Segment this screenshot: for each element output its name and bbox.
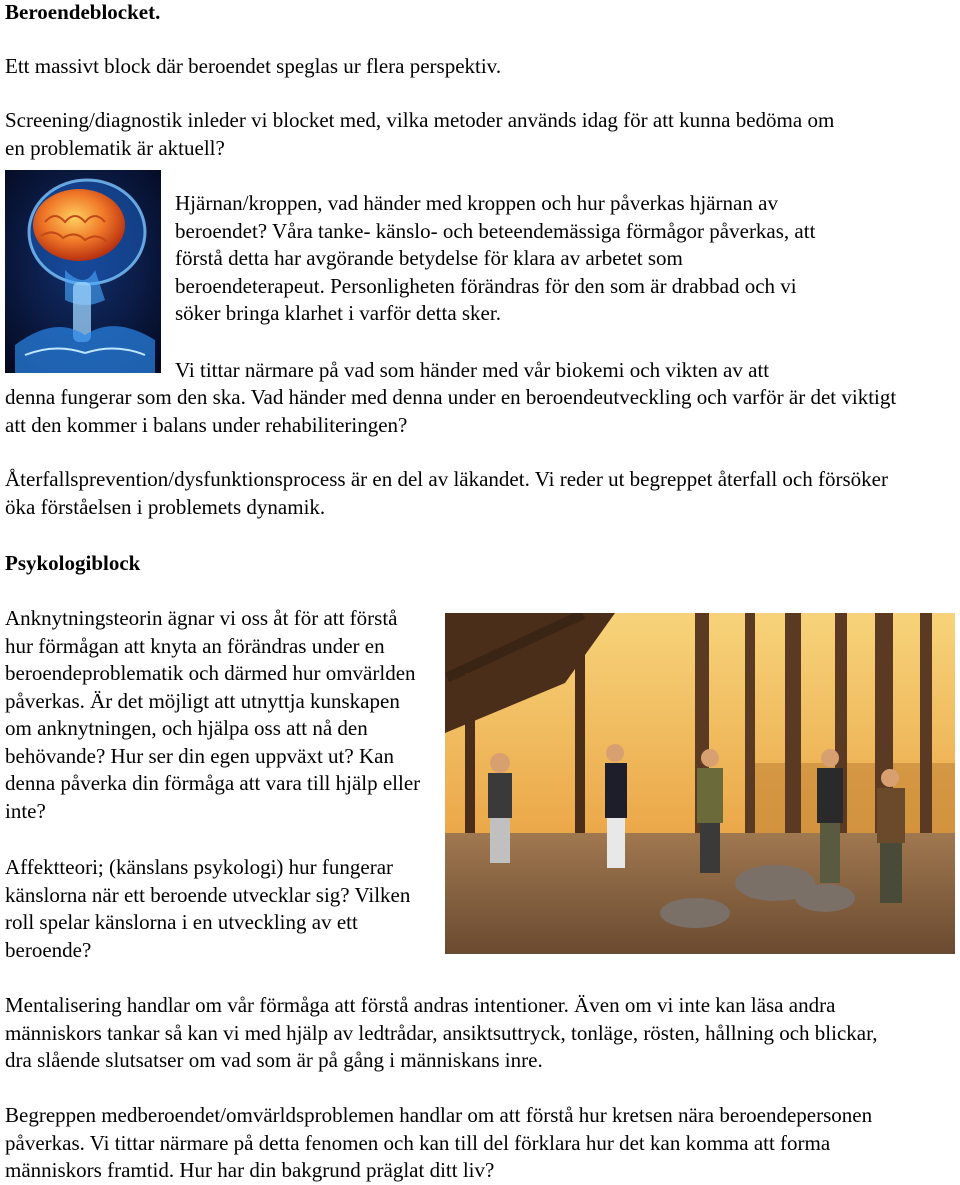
brain-line: Hjärnan/kroppen, vad händer med kroppen och hur påverkas hjärnan av [175,191,778,215]
section-heading-psykologi: Psykologiblock [5,551,141,575]
forest-group-image [445,613,955,954]
mentalizing-paragraph: Mentalisering handlar om vår förmåga att förstå andras intentioner. Även om vi inte kan läsa andra människors tankar så kan vi med hjälp av ledtrådar, ansiktsuttryck, tonläge, rösten, hållning och blickar, dra slående slutsatser om vad som är på gång i människans inre. [5,993,878,1072]
section-heading-beroende: Beroendeblocket. [5,0,161,24]
attachment-paragraph: Anknytningsteorin ägnar vi oss åt för att förstå hur förmågan att knyta an förändras under en beroendeproblematik och därmed hur omvärlden påverkas. Är det möjligt att utnyttja kunskapen om anknytningen, och hjälpa oss att nå den behövande? Hur ser din egen uppväxt ut? Kan denna påverka din förmåga att vara till hjälp eller inte? [5,606,421,823]
brain-line: beroendet? Våra tanke- känslo- och beteendemässiga förmågor påverkas, att [175,218,816,243]
relapse-paragraph: Återfallsprevention/dysfunktionsprocess är en del av läkandet. Vi reder ut begreppet återfall och försöker öka förståelsen i problemets dynamik. [5,467,888,519]
screening-paragraph: Screening/diagnostik inleder vi blocket med, vilka metoder används idag för att kunna bedöma om en problematik är aktuell? [5,108,835,160]
affect-paragraph: Affektteori; (känslans psykologi) hur fungerar känslorna när ett beroende utvecklar sig? Vilken roll spelar känslorna i en utveckling av ett beroende? [5,855,411,962]
brain-paragraph [175,190,935,328]
brain-xray-image [5,170,161,373]
codependency-paragraph: Begreppen medberoendet/omvärldsproblemen handlar om att förstå hur kretsen nära beroendepersonen påverkas. Vi tittar närmare på detta fenomen och kan till del förklara hur det kan komma att forma människors framtid. Hur har din bakgrund präglat ditt liv? [5,1103,873,1182]
intro-paragraph: Ett massivt block där beroendet speglas ur flera perspektiv. [5,54,502,78]
biochem-paragraph: denna fungerar som den ska. Vad händer med denna under en beroendeutveckling och varför är det viktigt att den kommer i balans under rehabiliteringen? [5,385,897,437]
brain-line: beroendeterapeut. Personligheten förändras för den som är drabbad och vi [175,273,797,298]
brain-line: förstå detta har avgörande betydelse för klara av arbetet som [175,246,683,270]
biochem-first-line: Vi tittar närmare på vad som händer med vår biokemi och vikten av att [175,358,770,382]
brain-line: söker bringa klarhet i varför detta sker. [175,301,501,325]
